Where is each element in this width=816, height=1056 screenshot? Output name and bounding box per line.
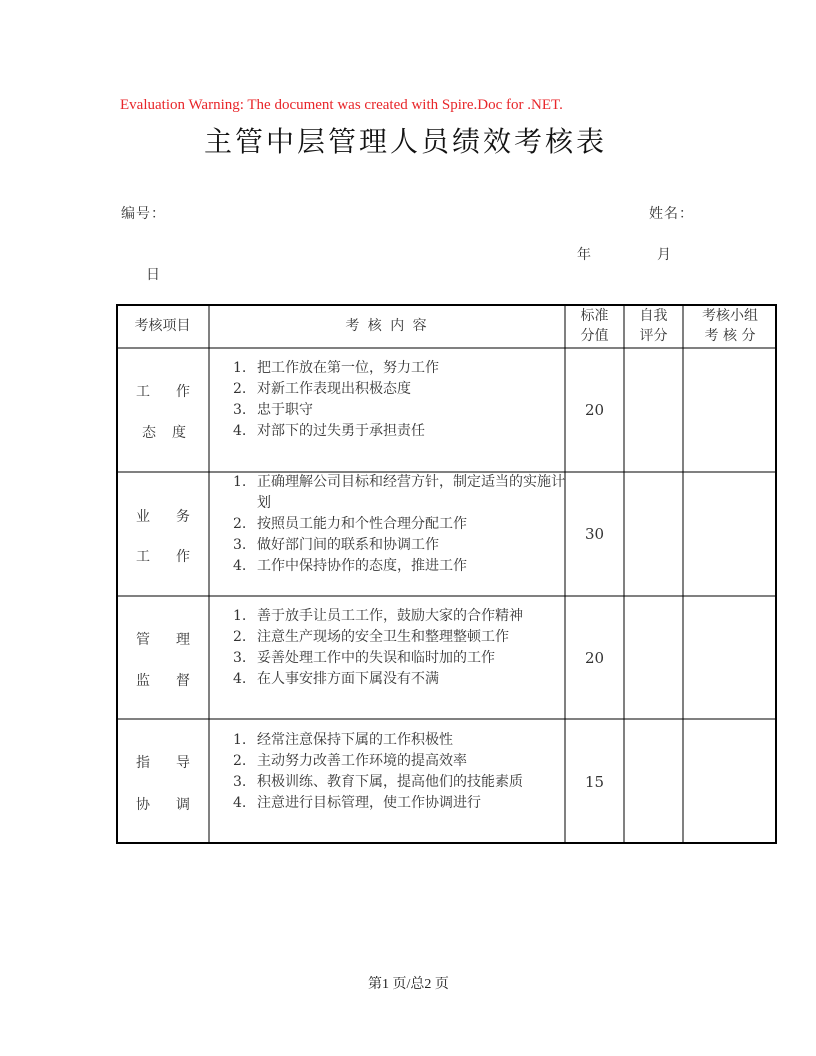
list-item [233, 400, 567, 421]
list-item [233, 793, 567, 814]
row-label-char: 态 [142, 425, 156, 441]
row-label-char: 监 [136, 673, 150, 689]
row-label-char: 导 [176, 755, 190, 771]
item-text: 按照员工能力和个性合理分配工作 [257, 516, 467, 532]
content-list [233, 358, 567, 442]
item-number: 1. [233, 608, 247, 624]
list-item [233, 730, 567, 751]
header-group-score [683, 306, 777, 346]
number-label: 编号： [121, 206, 166, 222]
item-text: 善于放手让员工工作，鼓励大家的合作精神 [257, 608, 523, 624]
row-label-char: 管 [136, 632, 150, 648]
item-number: 4. [233, 671, 247, 687]
row-label-char: 业 [136, 509, 150, 525]
row-label-char: 作 [176, 384, 190, 400]
header-content: 考 核 内 容 [345, 318, 429, 334]
item-number: 4. [233, 795, 247, 811]
item-number: 2. [233, 629, 247, 645]
evaluation-table [116, 304, 777, 844]
header-self-score [624, 306, 683, 346]
header-item: 考核项目 [134, 318, 191, 334]
name-label: 姓名： [649, 206, 694, 222]
row-label-char: 调 [176, 797, 190, 813]
item-text: 在人事安排方面下属没有不满 [257, 671, 439, 687]
item-text: 把工作放在第一位，努力工作 [257, 360, 439, 376]
header-group-line2: 考 核 分 [704, 328, 756, 344]
list-item [233, 556, 567, 577]
item-number: 2. [233, 753, 247, 769]
item-text: 对新工作表现出积极态度 [257, 381, 411, 397]
row-label-char: 工 [136, 549, 150, 565]
item-number: 4. [233, 558, 247, 574]
item-number: 3. [233, 537, 247, 553]
row-label-char: 协 [136, 797, 150, 813]
year-label: 年 [577, 247, 592, 263]
list-item [233, 627, 567, 648]
content-list [233, 472, 567, 577]
item-number: 4. [233, 423, 247, 439]
item-number: 1. [233, 360, 247, 376]
item-text: 积极训练、教育下属，提高他们的技能素质 [257, 774, 523, 790]
item-text: 工作中保持协作的态度，推进工作 [257, 558, 467, 574]
list-item [233, 514, 567, 535]
list-item [233, 535, 567, 556]
list-item [233, 606, 567, 627]
evaluation-warning: Evaluation Warning: The document was created with Spire.Doc for .NET. [120, 97, 563, 113]
row-label-char: 工 [136, 384, 150, 400]
row-label-char: 指 [136, 755, 150, 771]
list-item [233, 379, 567, 400]
item-text: 妥善处理工作中的失误和临时加的工作 [257, 650, 495, 666]
item-number: 1. [233, 474, 247, 490]
list-item [233, 669, 567, 690]
item-number: 3. [233, 402, 247, 418]
row-label-char: 度 [172, 425, 186, 441]
list-item [233, 751, 567, 772]
row-label-char: 务 [176, 509, 190, 525]
row-label-business-work [116, 472, 209, 596]
row-label-guidance-coordination [116, 719, 209, 844]
row-label-char: 作 [176, 549, 190, 565]
header-standard-line2: 分值 [580, 328, 609, 344]
list-item [233, 421, 567, 442]
item-text: 注意生产现场的安全卫生和整理整顿工作 [257, 629, 509, 645]
item-text: 做好部门间的联系和协调工作 [257, 537, 439, 553]
page-title: 主管中层管理人员绩效考核表 [204, 125, 608, 158]
standard-score: 20 [584, 649, 605, 667]
item-number: 2. [233, 381, 247, 397]
item-number: 3. [233, 774, 247, 790]
list-item [233, 472, 567, 514]
header-standard-line1: 标准 [580, 308, 609, 324]
list-item [233, 648, 567, 669]
standard-score: 20 [584, 401, 605, 419]
item-number: 1. [233, 732, 247, 748]
item-number: 2. [233, 516, 247, 532]
standard-score: 30 [584, 525, 605, 543]
row-label-char: 督 [176, 673, 190, 689]
list-item [233, 772, 567, 793]
row-label-management-supervision [116, 596, 209, 719]
day-label: 日 [146, 267, 161, 283]
item-text: 经常注意保持下属的工作积极性 [257, 732, 453, 748]
header-self-line1: 自我 [639, 308, 668, 324]
header-standard-score [565, 306, 624, 346]
row-label-work-attitude [116, 348, 209, 472]
item-text: 对部下的过失勇于承担责任 [257, 423, 425, 439]
page-footer: 第1 页/总2 页 [368, 977, 449, 992]
header-self-line2: 评分 [639, 328, 668, 344]
content-list [233, 730, 567, 814]
content-list [233, 606, 567, 690]
item-text: 正确理解公司目标和经营方针，制定适当的实施计划 [257, 474, 565, 511]
item-text: 忠于职守 [257, 402, 313, 418]
list-item [233, 358, 567, 379]
item-text: 主动努力改善工作环境的提高效率 [257, 753, 467, 769]
standard-score: 15 [584, 773, 605, 791]
row-label-char: 理 [176, 632, 190, 648]
item-number: 3. [233, 650, 247, 666]
header-group-line1: 考核小组 [702, 308, 758, 324]
month-label: 月 [657, 247, 672, 263]
item-text: 注意进行目标管理，使工作协调进行 [257, 795, 481, 811]
